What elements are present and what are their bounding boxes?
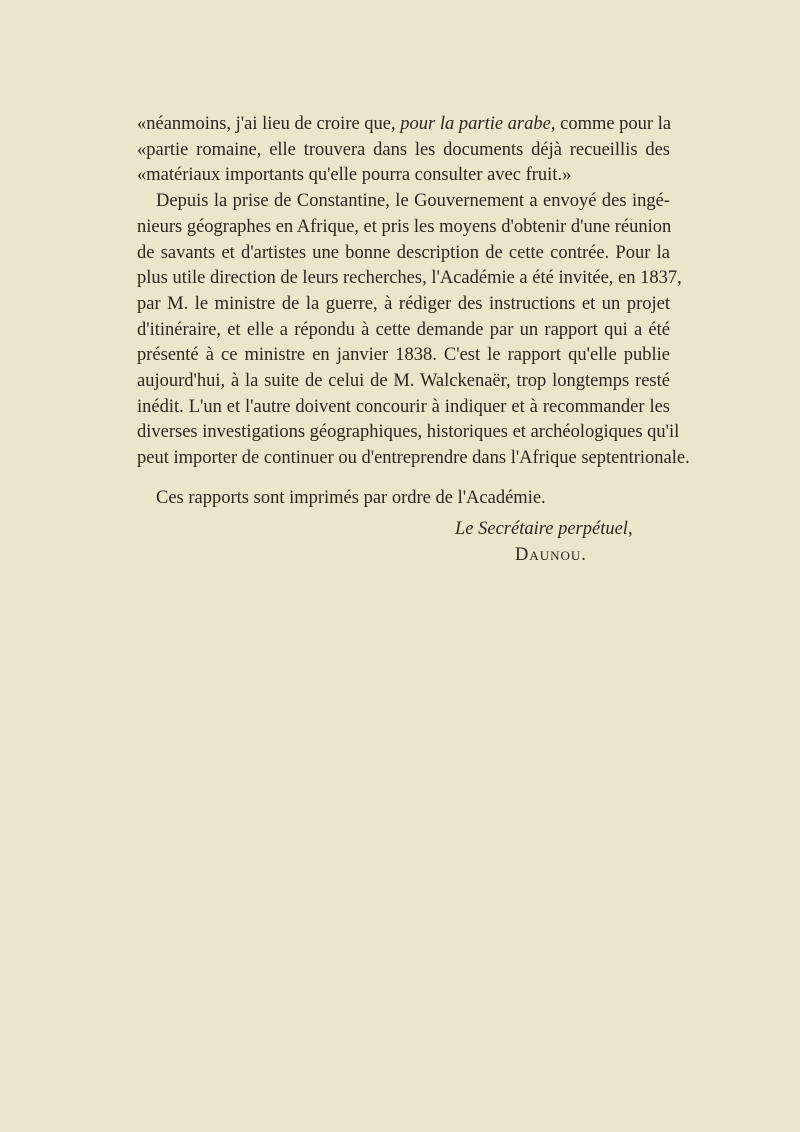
text-fragment: Ces rapports sont imprimés par ordre de l'Académie. [156, 487, 546, 508]
text-fragment: d'itinéraire, et elle a répondu à cette demande par un rapport qui a été [137, 319, 670, 340]
text-fragment: pour la partie arabe, [400, 114, 556, 134]
text-fragment: présenté à ce ministre en janvier 1838. C'est le rapport qu'elle publie [137, 345, 670, 366]
text-line [137, 189, 670, 215]
text-line [137, 215, 670, 241]
signature-title: Le Secrétaire perpétuel, [455, 519, 633, 539]
body-text [137, 112, 690, 512]
signature-name: Daunou. [515, 545, 587, 565]
text-line [137, 420, 680, 446]
text-line [137, 486, 670, 512]
text-fragment: «partie romaine, elle trouvera dans les documents déjà recueillis des [137, 139, 670, 160]
text-fragment: «matériaux importants qu'elle pourra consulter avec fruit.» [137, 165, 572, 186]
text-fragment: diverses investigations géographiques, historiques et archéologiques qu'il [137, 422, 680, 443]
text-line [137, 369, 670, 395]
text-line [137, 138, 670, 164]
text-fragment: aujourd'hui, à la suite de celui de M. Walckenaër, trop longtemps resté [137, 371, 670, 392]
text-fragment: plus utile direction de leurs recherches, l'Académie a été invitée, en 1837, [137, 268, 682, 289]
text-fragment: de savants et d'artistes une bonne description de cette contrée. Pour la [137, 242, 670, 263]
text-line [137, 266, 682, 292]
text-line [137, 241, 670, 267]
text-line [137, 292, 670, 318]
text-line [137, 163, 670, 189]
text-fragment: inédit. L'un et l'autre doivent concourir à indiquer et à recommander les [137, 396, 670, 417]
text-line [137, 395, 670, 421]
text-fragment: peut importer de continuer ou d'entreprendre dans l'Afrique septentrionale. [137, 448, 690, 469]
text-fragment: comme pour la [555, 114, 672, 134]
paragraph-gap [137, 472, 670, 486]
text-line [137, 112, 670, 138]
text-fragment: nieurs géographes en Afrique, et pris les moyens d'obtenir d'une réunion [137, 216, 672, 237]
text-line [137, 446, 690, 472]
signature-block [455, 516, 633, 568]
text-fragment: par M. le ministre de la guerre, à rédiger des instructions et un projet [137, 293, 670, 314]
text-fragment: «néanmoins, j'ai lieu de croire que, [137, 114, 401, 134]
text-line [137, 343, 670, 369]
text-fragment: Depuis la prise de Constantine, le Gouvernement a envoyé des ingé- [156, 191, 670, 212]
text-line [137, 318, 670, 344]
